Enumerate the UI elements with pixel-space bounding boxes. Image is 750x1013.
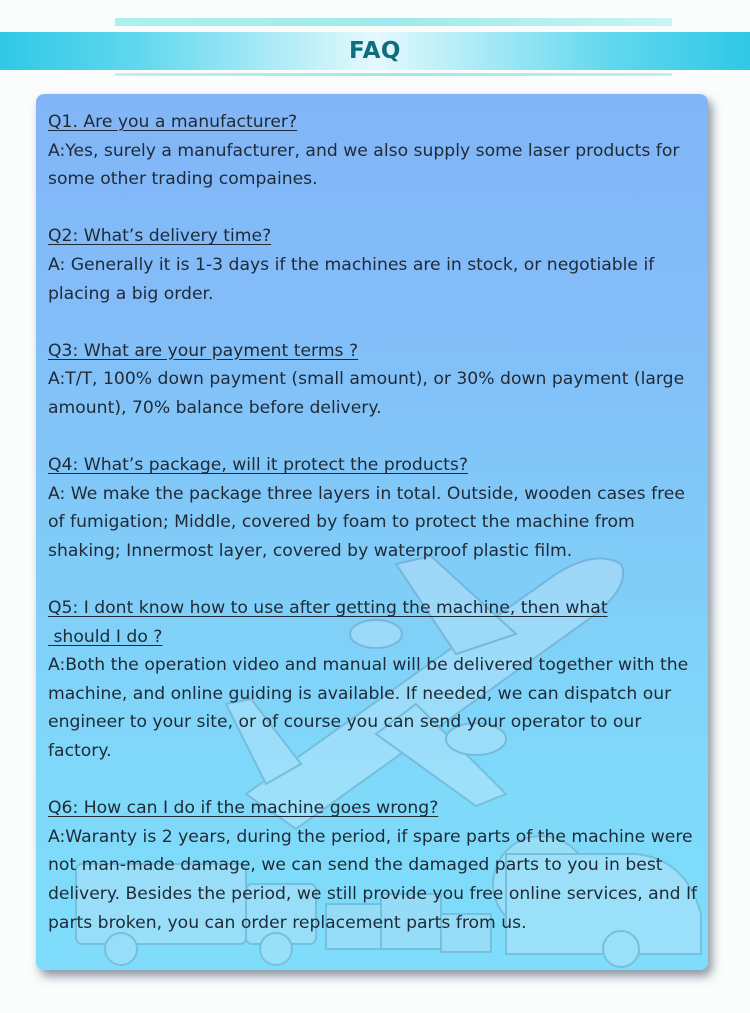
faq-item-4 xyxy=(48,451,700,565)
faq-answer: A: We make the package three layers in total. Outside, wooden cases free of fumigation; Middle, covered by foam to protect the machine from shaking; Innermost layer, covered by waterproof plastic film. xyxy=(48,483,685,561)
header-bottom-line xyxy=(115,73,672,76)
faq-answer: A: Generally it is 1-3 days if the machines are in stock, or negotiable if placing a big order. xyxy=(48,254,655,304)
faq-question: Q2: What’s delivery time? xyxy=(48,226,272,247)
faq-item-6 xyxy=(48,794,700,937)
faq-card xyxy=(36,94,708,970)
header-top-line xyxy=(115,18,672,26)
faq-item-2 xyxy=(48,222,700,308)
faq-answer: A:Waranty is 2 years, during the period, if spare parts of the machine were not man-made damage, we can send the damaged parts to you in best delivery. Besides the period, we still provide you free online services, and If parts broken, you can order replacement parts from us. xyxy=(48,826,698,933)
faq-question: Q5: I dont know how to use after getting the machine, then what should I do ? xyxy=(48,598,608,647)
faq-answer: A:T/T, 100% down payment (small amount), or 30% down payment (large amount), 70% balance before delivery. xyxy=(48,369,685,418)
faq-item-1 xyxy=(48,108,700,194)
page-title: FAQ xyxy=(349,38,401,64)
faq-item-3 xyxy=(48,337,700,423)
faq-question: Q1. Are you a manufacturer? xyxy=(48,112,298,132)
faq-answer: A:Both the operation video and manual will be delivered together with the machine, and online guiding is available. If needed, we can dispatch our engineer to your site, or of course you can send your operator to our factory. xyxy=(48,655,689,762)
faq-answer: A:Yes, surely a manufacturer, and we also supply some laser products for some other trading compaines. xyxy=(48,140,680,190)
faq-question: Q4: What’s package, will it protect the products? xyxy=(48,455,469,476)
faq-header xyxy=(0,18,750,78)
faq-question: Q3: What are your payment terms ? xyxy=(48,340,359,361)
faq-item-5 xyxy=(48,594,700,766)
faq-question: Q6: How can I do if the machine goes wrong? xyxy=(48,798,439,819)
faq-list xyxy=(48,108,700,937)
